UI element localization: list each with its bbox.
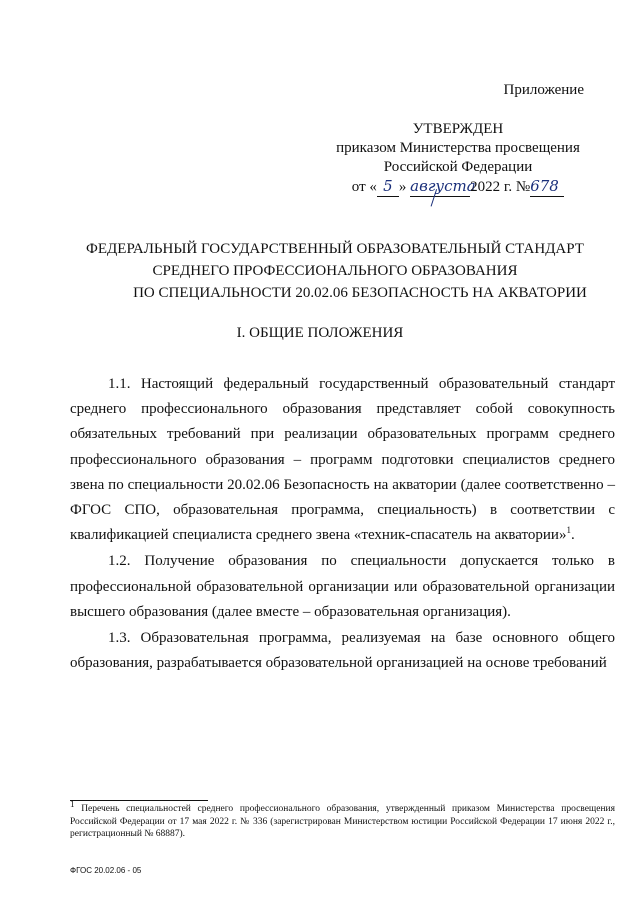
order-date-line: [328, 177, 588, 197]
approved-heading: УТВЕРЖДЕН: [412, 121, 504, 137]
document-title: [40, 238, 630, 304]
handwritten-month: августа: [410, 177, 476, 195]
footer-code: ФГОС 20.02.06 - 05: [70, 866, 142, 875]
footnote-text: Перечень специальностей среднего профессионального образования, утвержденный приказом Министерства просвещения Российской Федерации от 17 мая 2022 г. № 336 (зарегистрирован Министерством юстиции Российской Федерации 17 июня 2022 г., регистрационный № 68887).: [70, 804, 616, 839]
footnote-divider: [70, 800, 208, 801]
year-text: 2022 г. №: [470, 179, 531, 195]
date-prefix: от «: [351, 179, 377, 195]
paragraph-1-1: [70, 372, 615, 548]
paragraph-text: 1.2. Получение образования по специальности допускается только в профессиональной образовательной организации или образовательной организации высшего образования (далее вместе – образовательная организация).: [70, 553, 615, 620]
body-text: [70, 372, 615, 677]
date-mid: »: [398, 179, 407, 195]
paragraph-text: 1.3. Образовательная программа, реализуемая на базе основного общего образования, разрабатывается образовательной организацией на основе требований: [70, 630, 615, 672]
handwritten-order-number: 678: [530, 177, 564, 197]
order-line-2: Российской Федерации: [383, 159, 533, 175]
handwritten-day: 5: [377, 177, 399, 197]
footnote-mark: 1: [70, 798, 75, 809]
footnote: [70, 798, 616, 841]
footnote-ref[interactable]: 1: [566, 525, 571, 536]
title-line-1: ФЕДЕРАЛЬНЫЙ ГОСУДАРСТВЕННЫЙ ОБРАЗОВАТЕЛЬНЫЙ СТАНДАРТ: [86, 241, 584, 257]
paragraph-1-3: [70, 626, 615, 676]
section-heading: I. ОБЩИЕ ПОЛОЖЕНИЯ: [236, 325, 404, 341]
paragraph-text: 1.1. Настоящий федеральный государственный образовательный стандарт среднего профессионального образования представляет собой совокупность обязательных требований при реализации образовательных программ среднего профессионального образования – программ подготовки специалистов среднего звена по специальности 20.02.06 Безопасность на акватории (далее соответственно – ФГОС СПО, образовательная программа, специальность) в соответствии с квалификацией специалиста среднего звена «техник-спасатель на акватории»: [70, 376, 615, 544]
title-line-3: ПО СПЕЦИАЛЬНОСТИ 20.02.06 БЕЗОПАСНОСТЬ НА АКВАТОРИИ: [133, 285, 587, 301]
appendix-label: Приложение: [503, 82, 584, 98]
order-line-1: приказом Министерства просвещения: [336, 140, 580, 156]
paragraph-tail: .: [570, 527, 575, 544]
approval-block: [328, 120, 588, 197]
paragraph-1-2: [70, 549, 615, 625]
title-line-2: СРЕДНЕГО ПРОФЕССИОНАЛЬНОГО ОБРАЗОВАНИЯ: [152, 263, 518, 279]
